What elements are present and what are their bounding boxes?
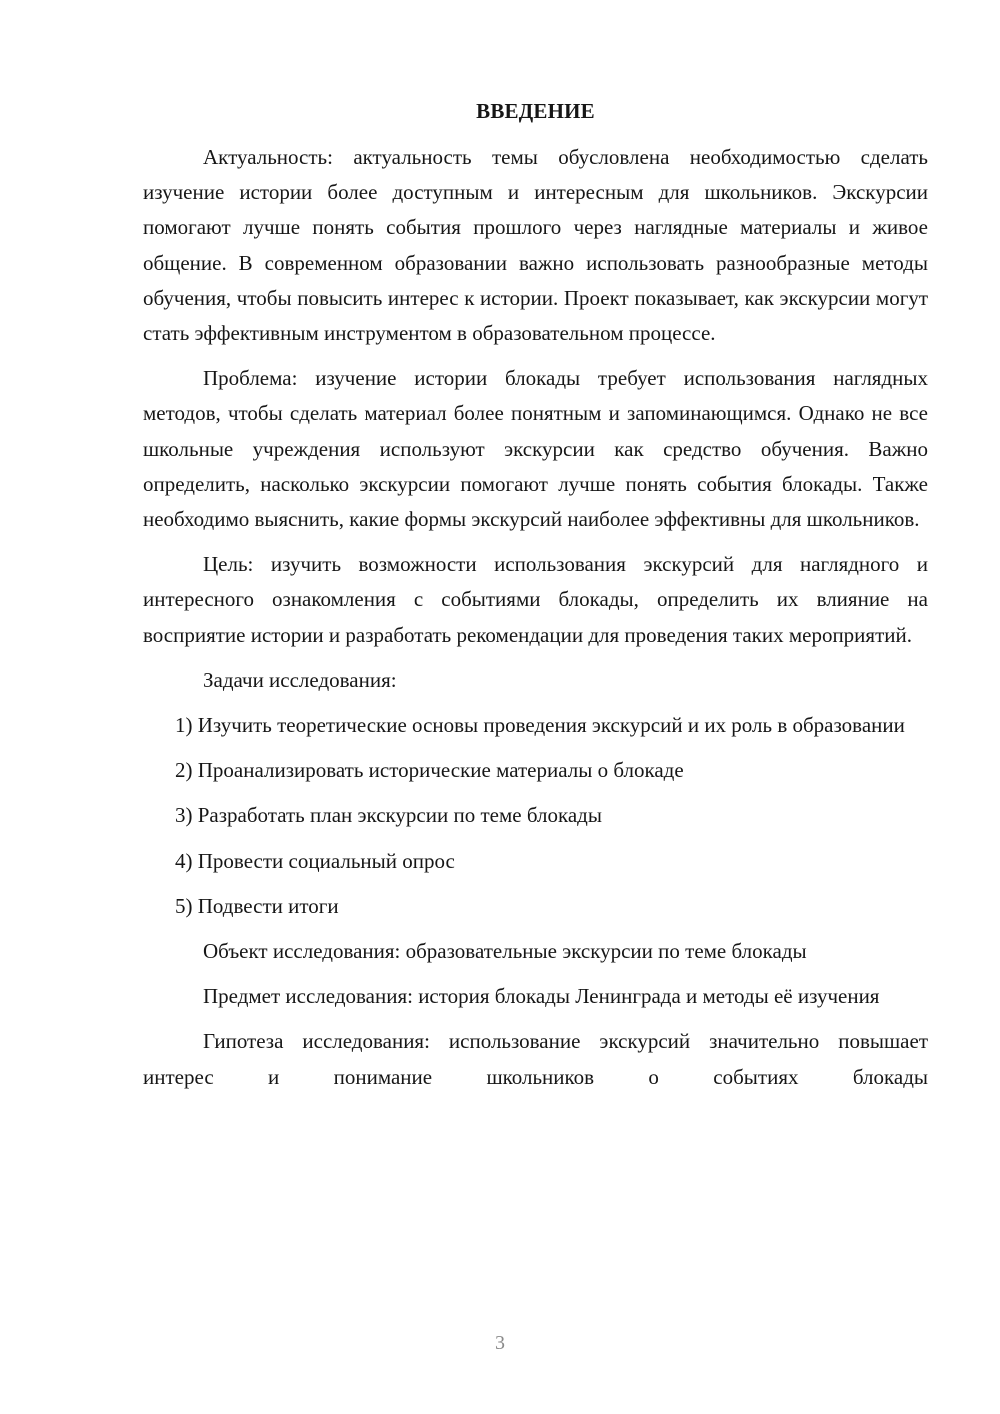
paragraph-problem: Проблема: изучение истории блокады требует использования наглядных методов, чтобы сделать материал более понятным и запоминающимся. Однако не все школьные учреждения используют экскурсии как средство обучения. Важно определить, насколько экскурсии помогают лучше понять события блокады. Также необходимо выяснить, какие формы экскурсий наиболее эффективны для школьников. <box>143 366 928 532</box>
paragraph-goal: Цель: изучить возможности использования экскурсий для наглядного и интересного ознакомления с событиями блокады, определить их влияние на восприятие истории и разработать рекомендации для проведения таких мероприятий. <box>143 552 928 647</box>
task-item: 5) Подвести итоги <box>175 893 339 918</box>
task-item: 4) Провести социальный опрос <box>175 848 455 873</box>
paragraph-object: Объект исследования: образовательные экскурсии по теме блокады <box>203 939 807 964</box>
paragraph-relevance: Актуальность: актуальность темы обусловлена необходимостью сделать изучение истории более доступным и интересным для школьников. Экскурсии помогают лучше понять события прошлого через наглядные материалы и живое общение. В современном образовании важно использовать разнообразные методы обучения, чтобы повысить интерес к истории. Проект показывает, как экскурсии могут стать эффективным инструментом в образовательном процессе. <box>143 145 928 346</box>
paragraph-hypothesis: Гипотеза исследования: использование экскурсий значительно повышает интерес и понимание школьников о событиях блокады <box>143 1029 928 1089</box>
page-title: ВВЕДЕНИЕ <box>476 99 595 123</box>
task-item: 3) Разработать план экскурсии по теме блокады <box>175 803 602 828</box>
task-item: 1) Изучить теоретические основы проведения экскурсий и их роль в образовании <box>175 713 905 738</box>
paragraph-subject: Предмет исследования: история блокады Ленинграда и методы её изучения <box>203 984 880 1009</box>
page-body <box>143 94 928 1105</box>
task-item: 2) Проанализировать исторические материалы о блокаде <box>175 758 684 783</box>
page-number: 3 <box>495 1332 505 1354</box>
tasks-heading: Задачи исследования: <box>203 667 397 692</box>
